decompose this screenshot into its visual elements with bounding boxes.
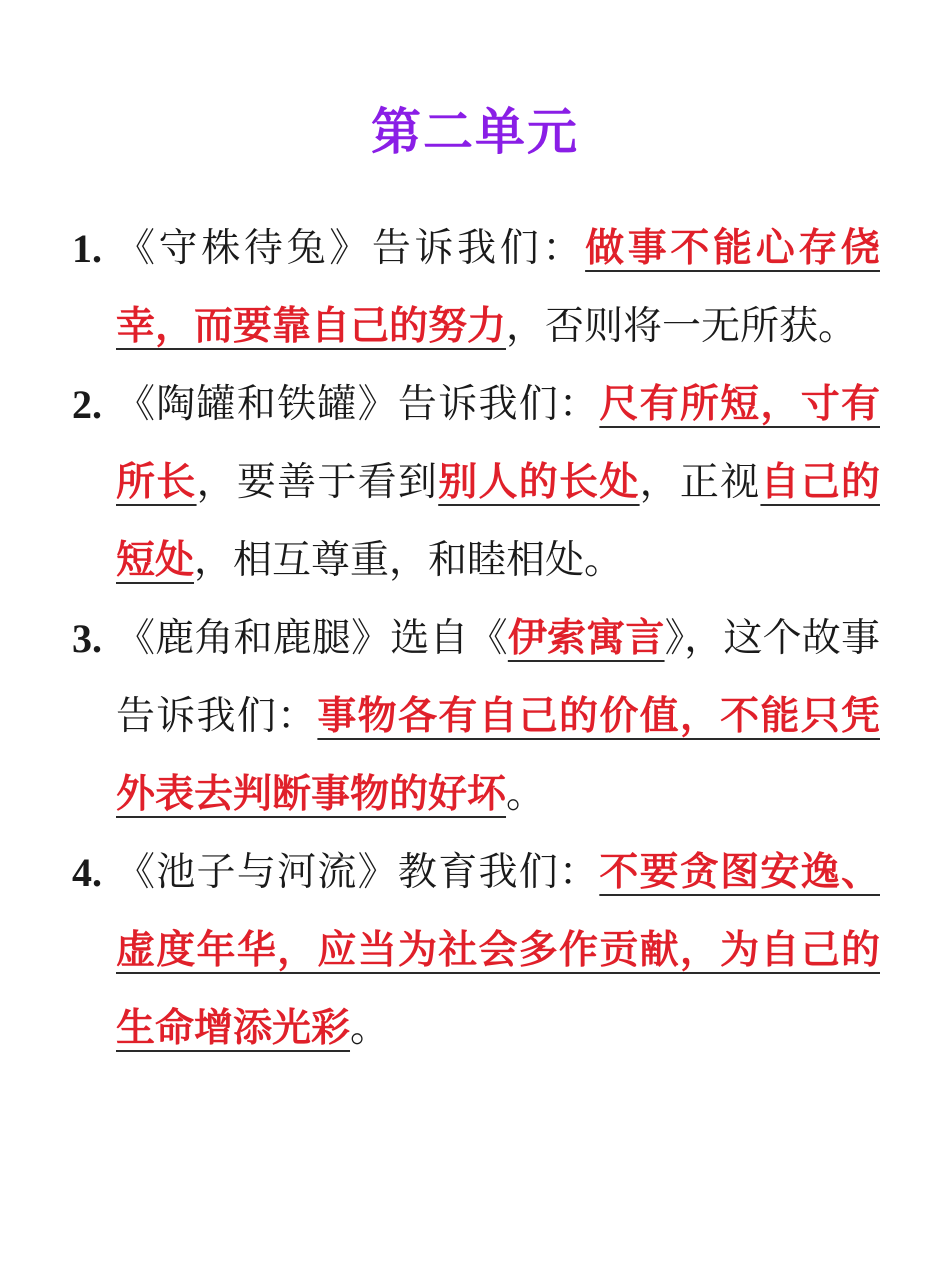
answer-text: 事物各有自己的价值，不能只凭外表去判断事物的好坏 (116, 694, 880, 817)
list-item (72, 210, 880, 366)
answer-text: 自己的短处 (116, 460, 880, 583)
question-text: 》，这个故事告诉我们： (116, 616, 880, 739)
item-number: 4. (72, 850, 102, 895)
list-item (72, 834, 880, 1068)
question-text: ，要善于看到 (196, 460, 439, 505)
question-text: 《鹿角和鹿腿》选自《 (116, 616, 508, 661)
answer-text: 做事不能心存侥幸，而要靠自己的努力 (116, 226, 880, 349)
question-text: ，否则将一无所获。 (506, 304, 858, 349)
question-text: 。 (506, 772, 546, 817)
item-number: 2. (72, 382, 102, 427)
question-text: ，正视 (639, 460, 761, 505)
unit-title: 第二单元 (371, 103, 579, 161)
question-text: 《池子与河流》教育我们： (116, 850, 600, 895)
summary-list (72, 210, 880, 1068)
answer-text: 伊索寓言 (507, 616, 665, 661)
answer-text: 不要贪图安逸、虚度年华，应当为社会多作贡献，为自己的生命增添光彩 (116, 850, 880, 1051)
question-text: 《守株待兔》告诉我们： (116, 226, 586, 271)
question-text: 《陶罐和铁罐》告诉我们： (116, 382, 600, 427)
answer-text: 尺有所短，寸有所长 (116, 382, 880, 505)
list-item (72, 600, 880, 834)
answer-text: 别人的长处 (438, 460, 640, 505)
item-number: 3. (72, 616, 102, 661)
list-item (72, 366, 880, 600)
question-text: 。 (350, 1006, 390, 1051)
question-text: ，相互尊重，和睦相处。 (194, 538, 624, 583)
item-number: 1. (72, 226, 102, 271)
